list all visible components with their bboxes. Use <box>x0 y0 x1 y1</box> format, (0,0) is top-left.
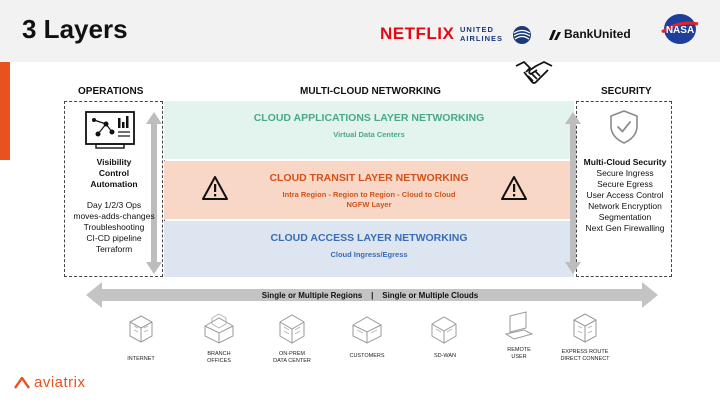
security-list <box>578 168 672 234</box>
aviatrix-mark-icon <box>14 377 30 389</box>
bottom-item-label: OFFICES <box>207 358 231 364</box>
cloud-applications-layer <box>164 101 574 159</box>
ops-item: Terraform <box>95 244 133 254</box>
transit-layer-sub-line2: NGFW Layer <box>346 200 392 209</box>
bottom-item-express-route <box>550 349 620 363</box>
bottom-item-label: CUSTOMERS <box>349 353 385 359</box>
bottom-item-label: INTERNET <box>127 356 155 362</box>
apps-layer-sub: Virtual Data Centers <box>333 130 405 139</box>
operations-label: OPERATIONS <box>78 86 144 97</box>
regions-separator: | <box>371 291 374 300</box>
transit-layer-sub-line1: Intra Region - Region to Region - Cloud to Cloud <box>282 190 456 199</box>
regions-left: Single or Multiple Regions <box>261 291 363 300</box>
regions-text <box>230 291 510 300</box>
building-icon <box>126 312 156 344</box>
operations-list <box>66 200 162 255</box>
shield-check-icon <box>608 109 640 145</box>
ops-item: Troubleshooting <box>83 222 145 232</box>
building-icon <box>276 310 308 344</box>
united-airlines-logo-text: UNITED AIRLINES <box>460 25 504 43</box>
warning-icon <box>201 175 229 201</box>
security-item: Secure Ingress <box>596 168 654 178</box>
bottom-item-on-prem <box>257 351 327 365</box>
security-headline: Multi-Cloud Security <box>583 157 667 167</box>
bottom-item-label: DATA CENTER <box>273 358 311 364</box>
accent-strip <box>0 62 10 160</box>
nasa-meatball-icon <box>660 12 700 46</box>
bottom-item-sd-wan <box>410 353 480 360</box>
nasa-logo <box>660 12 700 51</box>
united-airlines-logo <box>460 25 534 47</box>
svg-text:NASA: NASA <box>665 25 695 36</box>
laptop-icon <box>504 310 534 342</box>
bankunited-logo: BankUnited <box>548 27 631 41</box>
bottom-item-remote-user <box>484 347 554 361</box>
dashboard-icon <box>84 110 136 150</box>
security-item: Segmentation <box>598 212 652 222</box>
bottom-item-internet <box>106 356 176 363</box>
security-label: SECURITY <box>601 86 652 97</box>
regions-right: Single or Multiple Clouds <box>382 291 479 300</box>
bottom-item-label: USER <box>511 354 527 360</box>
aviatrix-text: aviatrix <box>34 374 86 391</box>
bottom-item-label: DIRECT CONNECT <box>560 356 610 362</box>
operations-headline <box>66 157 162 190</box>
bottom-item-label: EXPRESS ROUTE <box>561 349 609 355</box>
aviatrix-logo <box>14 374 86 391</box>
warning-icon <box>500 175 528 201</box>
bottom-item-label: REMOTE <box>507 347 531 353</box>
ops-item: moves-adds-changes <box>73 211 155 221</box>
security-item: Network Encryption <box>588 201 662 211</box>
building-icon <box>570 310 600 344</box>
access-layer-sub: Cloud Ingress/Egress <box>330 250 408 259</box>
building-icon <box>350 312 384 344</box>
ops-visibility: Visibility <box>96 157 132 167</box>
ops-control: Control <box>98 168 130 178</box>
bottom-item-customers <box>332 353 402 360</box>
page-title: 3 Layers <box>22 14 128 44</box>
multicloud-label: MULTI-CLOUD NETWORKING <box>300 86 441 97</box>
security-item: Next Gen Firewalling <box>585 223 665 233</box>
bankunited-mark-icon <box>548 29 562 41</box>
ops-item: Day 1/2/3 Ops <box>86 200 142 210</box>
building-icon <box>428 312 460 344</box>
security-item: User Access Control <box>586 190 664 200</box>
ops-item: CI-CD pipeline <box>86 233 142 243</box>
bottom-item-label: ON-PREM <box>279 351 305 357</box>
netflix-logo: NETFLIX <box>380 24 455 43</box>
access-layer-title: CLOUD ACCESS LAYER NETWORKING <box>270 232 468 244</box>
united-globe-icon <box>512 25 532 45</box>
bottom-item-label: SD-WAN <box>433 353 457 359</box>
handshake-icon <box>514 58 554 92</box>
apps-layer-title: CLOUD APPLICATIONS LAYER NETWORKING <box>253 112 485 124</box>
ops-automation: Automation <box>90 179 138 189</box>
transit-layer-title: CLOUD TRANSIT LAYER NETWORKING <box>269 172 469 184</box>
bottom-item-branch-offices <box>184 351 254 365</box>
cloud-access-layer <box>164 221 574 277</box>
building-icon <box>202 312 236 344</box>
bottom-item-label: BRANCH <box>207 351 231 357</box>
security-item: Secure Egress <box>597 179 653 189</box>
